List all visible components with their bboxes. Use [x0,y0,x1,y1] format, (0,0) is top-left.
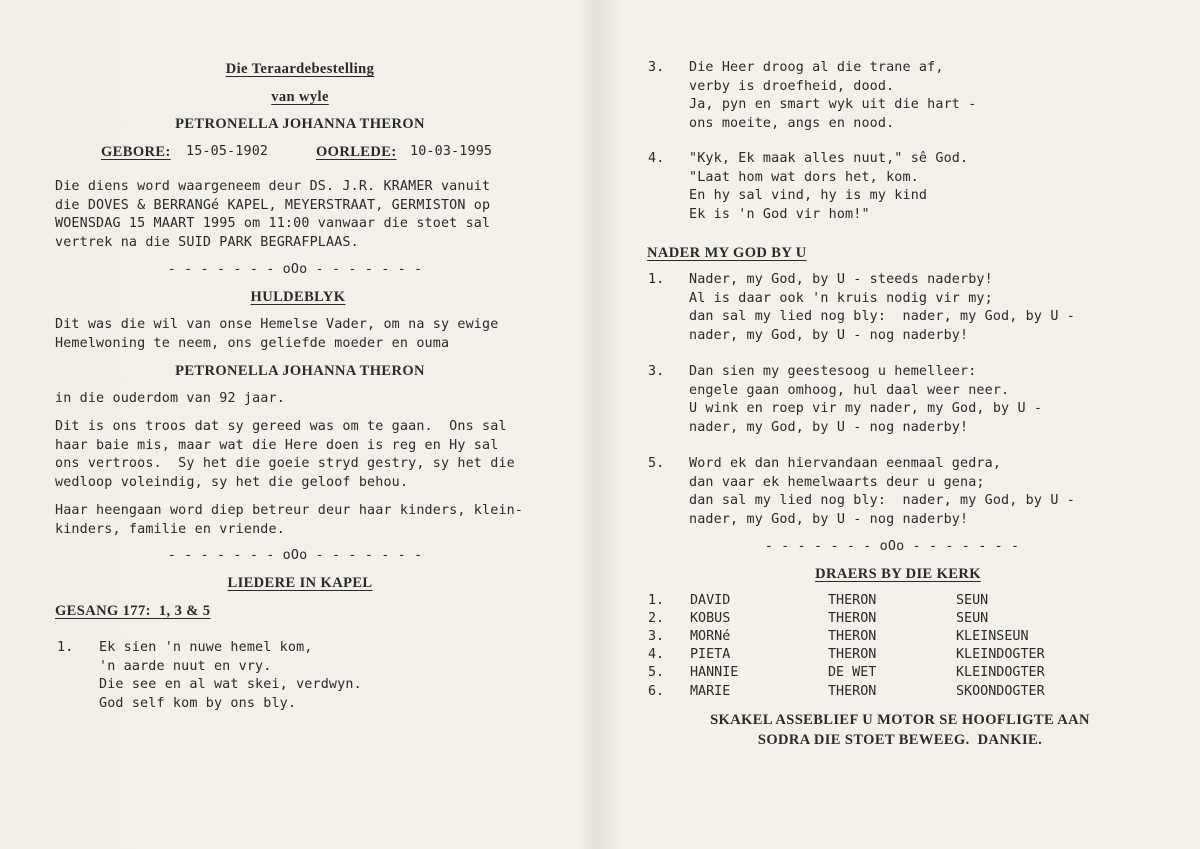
bearer-number: 3. [648,629,665,644]
bearer-surname: THERON [828,593,877,608]
huldeblyk-para3-1: Haar heengaan word diep betreur deur haar kinders, klein- [55,503,524,518]
nader-v3-line-4: nader, my God, by U - nog naderby! [689,419,969,435]
huldeblyk-para2-2: haar baie mis, maar wat die Here doen is reg en Hy sal [55,437,499,453]
bearer-number: 2. [648,611,665,626]
verse1-line-2: 'n aarde nuut en vry. [99,658,272,674]
gesang-label: GESANG 177: 1, 3 & 5 [55,603,211,619]
verse-number: 3. [648,60,665,75]
closing-line-2: SODRA DIE STOET BEWEEG. DANKIE. [757,732,1043,748]
bearer-number: 5. [648,665,665,680]
verse4-line-3: En hy sal vind, hy is my kind [689,188,928,203]
verse-number: 3. [648,364,665,379]
nader-v3-line-2: engele gaan omhoog, hul daal weer neer. [689,382,1010,398]
nader-v1-line-2: Al is daar ook 'n kruis nodig vir my; [689,290,993,306]
verse1-line-4: God self kom by ons bly. [99,695,297,711]
nader-v5-line-3: dan sal my lied nog bly: nader, my God, by U - [689,493,1075,508]
verse-number: 5. [648,456,665,471]
bearer-surname: THERON [828,629,877,644]
nader-heading: NADER MY GOD BY U [647,245,807,261]
closing-line-1: SKAKEL ASSEBLIEF U MOTOR SE HOOFLIGTE AAN [710,712,1090,728]
huldeblyk-intro-1: Dit was die wil van onse Hemelse Vader, om na sy ewige [55,317,499,332]
nader-v1-line-1: Nader, my God, by U - steeds naderby! [689,272,993,287]
verse1-line-1: Ek sien 'n nuwe hemel kom, [99,640,313,655]
bearer-surname: DE WET [828,665,877,680]
verse3-line-1: Die Heer droog al die trane af, [689,60,944,75]
gebore-label: GEBORE: [101,144,171,160]
oorlede-date: 10-03-1995 [410,144,493,159]
age-line: in die ouderdom van 92 jaar. [55,391,285,406]
deceased-name-2: PETRONELLA JOHANNA THERON [175,363,425,379]
bearer-first-name: MORNé [690,629,731,644]
van-wyle: van wyle [271,89,329,105]
bearer-relation: SEUN [956,611,989,626]
verse-number: 1. [57,640,74,655]
huldeblyk-para2-3: ons vertroos. Sy het die goeie stryd gestry, sy het die [55,456,515,471]
divider: - - - - - - - oOo - - - - - - - [167,262,423,277]
bearer-first-name: MARIE [690,684,731,699]
divider: - - - - - - - oOo - - - - - - - [764,539,1020,554]
right-page [600,0,1200,849]
verse3-line-4: ons moeite, angs en nood. [689,115,895,131]
nader-v3-line-1: Dan sien my geestesoog u hemelleer: [689,364,977,379]
huldeblyk-para2-4: wedloop voleindig, sy het die geloof behou. [55,474,409,490]
verse4-line-1: "Kyk, Ek maak alles nuut," sê God. [689,151,969,166]
bearer-relation: KLEINDOGTER [956,647,1045,662]
draers-heading: DRAERS BY DIE KERK [815,566,981,582]
verse-number: 1. [648,272,665,287]
bearer-number: 1. [648,593,665,608]
nader-v5-line-2: dan vaar ek hemelwaarts deur u gena; [689,474,985,490]
huldeblyk-para3-2: kinders, familie en vriende. [55,521,285,537]
bearer-relation: SKOONDOGTER [956,684,1045,699]
verse4-line-4: Ek is 'n God vir hom!" [689,206,870,222]
bearer-first-name: DAVID [690,593,731,608]
nader-v5-line-1: Word ek dan hiervandaan eenmaal gedra, [689,456,1002,471]
nader-v3-line-3: U wink en roep vir my nader, my God, by U - [689,401,1043,416]
bearer-number: 4. [648,647,665,662]
bearer-surname: THERON [828,647,877,662]
divider: - - - - - - - oOo - - - - - - - [167,548,423,563]
verse3-line-2: verby is droefheid, dood. [689,78,895,94]
bearer-surname: THERON [828,684,877,699]
service-line-2: die DOVES & BERRANGé KAPEL, MEYERSTRAAT, GERMISTON op [55,197,491,213]
huldeblyk-heading: HULDEBLYK [250,289,346,305]
bearer-surname: THERON [828,611,877,626]
bearer-first-name: HANNIE [690,665,739,680]
program-title: Die Teraardebestelling [225,61,375,77]
bearer-relation: KLEINDOGTER [956,665,1045,680]
service-line-4: vertrek na die SUID PARK BEGRAFPLAAS. [55,234,359,250]
nader-v1-line-3: dan sal my lied nog bly: nader, my God, by U - [689,309,1075,324]
liedere-heading: LIEDERE IN KAPEL [227,575,373,591]
bearer-relation: KLEINSEUN [956,629,1029,644]
verse4-line-2: "Laat hom wat dors het, kom. [689,169,919,185]
verse3-line-3: Ja, pyn en smart wyk uit die hart - [689,97,977,112]
deceased-name: PETRONELLA JOHANNA THERON [175,116,425,132]
bearer-number: 6. [648,684,665,699]
nader-v1-line-4: nader, my God, by U - nog naderby! [689,327,969,343]
huldeblyk-intro-2: Hemelwoning te neem, ons geliefde moeder en ouma [55,335,450,351]
verse1-line-3: Die see en al wat skei, verdwyn. [99,677,362,692]
service-line-1: Die diens word waargeneem deur DS. J.R. KRAMER vanuit [55,179,491,194]
verse-number: 4. [648,151,665,166]
bearer-first-name: KOBUS [690,611,731,626]
nader-v5-line-4: nader, my God, by U - nog naderby! [689,511,969,527]
service-line-3: WOENSDAG 15 MAART 1995 om 11:00 vanwaar die stoet sal [55,216,491,231]
huldeblyk-para2-1: Dit is ons troos dat sy gereed was om te gaan. Ons sal [55,419,507,434]
bearer-relation: SEUN [956,593,989,608]
oorlede-label: OORLEDE: [316,144,397,160]
bearer-first-name: PIETA [690,647,731,662]
gebore-date: 15-05-1902 [186,144,269,159]
